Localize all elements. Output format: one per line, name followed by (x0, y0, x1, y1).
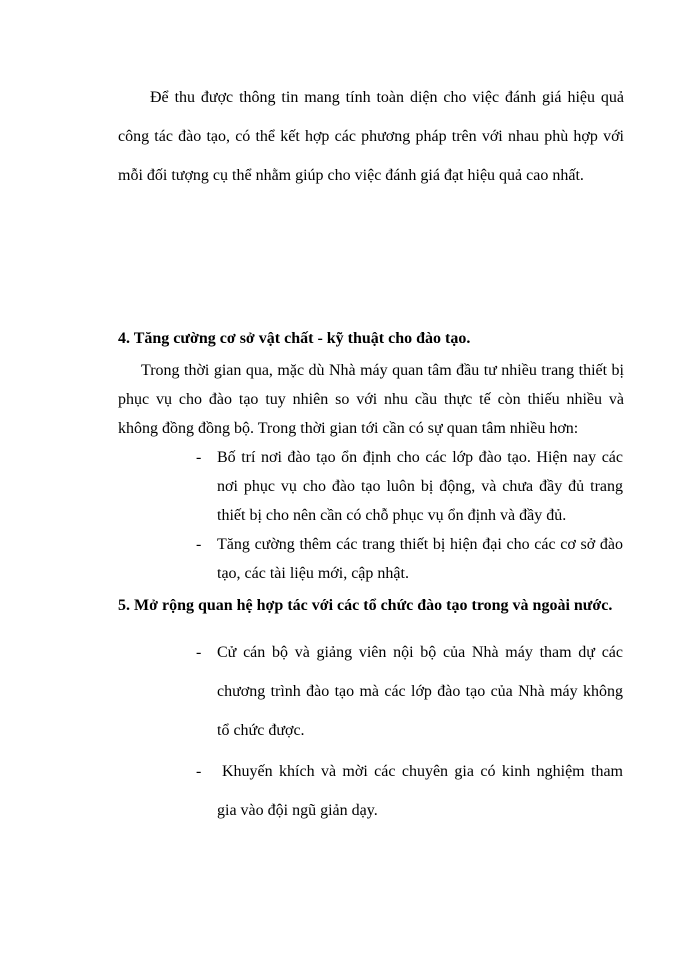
section-5-bullet-1-line-2: chương trình đào tạo mà các lớp đào tạo của Nhà máy không (217, 683, 623, 700)
section-5-bullet-1-line-3: tổ chức được. (217, 722, 305, 739)
bullet-dash: - (196, 449, 202, 466)
intro-line-2: công tác đào tạo, có thể kết hợp các phương pháp trên với nhau phù hợp với (118, 128, 624, 145)
section-5-bullet-2-line-2: gia vào đội ngũ giản dạy. (217, 802, 378, 819)
section-5-bullet-2-line-1: Khuyến khích và mời các chuyên gia có kinh nghiệm tham (222, 763, 623, 780)
section-4-bullet-1-line-1: Bố trí nơi đào tạo ổn định cho các lớp đào tạo. Hiện nay các (217, 449, 623, 466)
bullet-dash: - (196, 536, 202, 553)
section-4-heading: 4. Tăng cường cơ sở vật chất - kỹ thuật cho đào tạo. (118, 330, 471, 347)
section-5-bullet-1-line-1: Cử cán bộ và giảng viên nội bộ của Nhà máy tham dự các (217, 644, 623, 661)
section-4-line-1: Trong thời gian qua, mặc dù Nhà máy quan tâm đầu tư nhiều trang thiết bị (141, 362, 624, 379)
intro-line-1: Để thu được thông tin mang tính toàn diện cho việc đánh giá hiệu quả (150, 89, 624, 106)
section-4-bullet-1-line-3: thiết bị cho nên cần có chỗ phục vụ ổn định và đầy đủ. (217, 507, 567, 524)
intro-line-3: mỗi đối tượng cụ thể nhằm giúp cho việc đánh giá đạt hiệu quả cao nhất. (118, 167, 584, 184)
section-4-line-3: không đồng đồng bộ. Trong thời gian tới cần có sự quan tâm nhiều hơn: (118, 420, 579, 437)
section-4-bullet-2-line-2: tạo, các tài liệu mới, cập nhật. (217, 565, 409, 582)
section-4-bullet-2-line-1: Tăng cường thêm các trang thiết bị hiện đại cho các cơ sở đào (217, 536, 623, 553)
bullet-dash: - (196, 644, 202, 661)
section-5-heading: 5. Mở rộng quan hệ hợp tác với các tổ chức đào tạo trong và ngoài nước. (118, 597, 613, 614)
section-4-bullet-1-line-2: nơi phục vụ cho đào tạo luôn bị động, và chưa đầy đủ trang (217, 478, 623, 495)
section-4-line-2: phục vụ cho đào tạo tuy nhiên so với nhu cầu thực tế còn thiếu nhiều và (118, 391, 624, 408)
bullet-dash: - (196, 763, 202, 780)
